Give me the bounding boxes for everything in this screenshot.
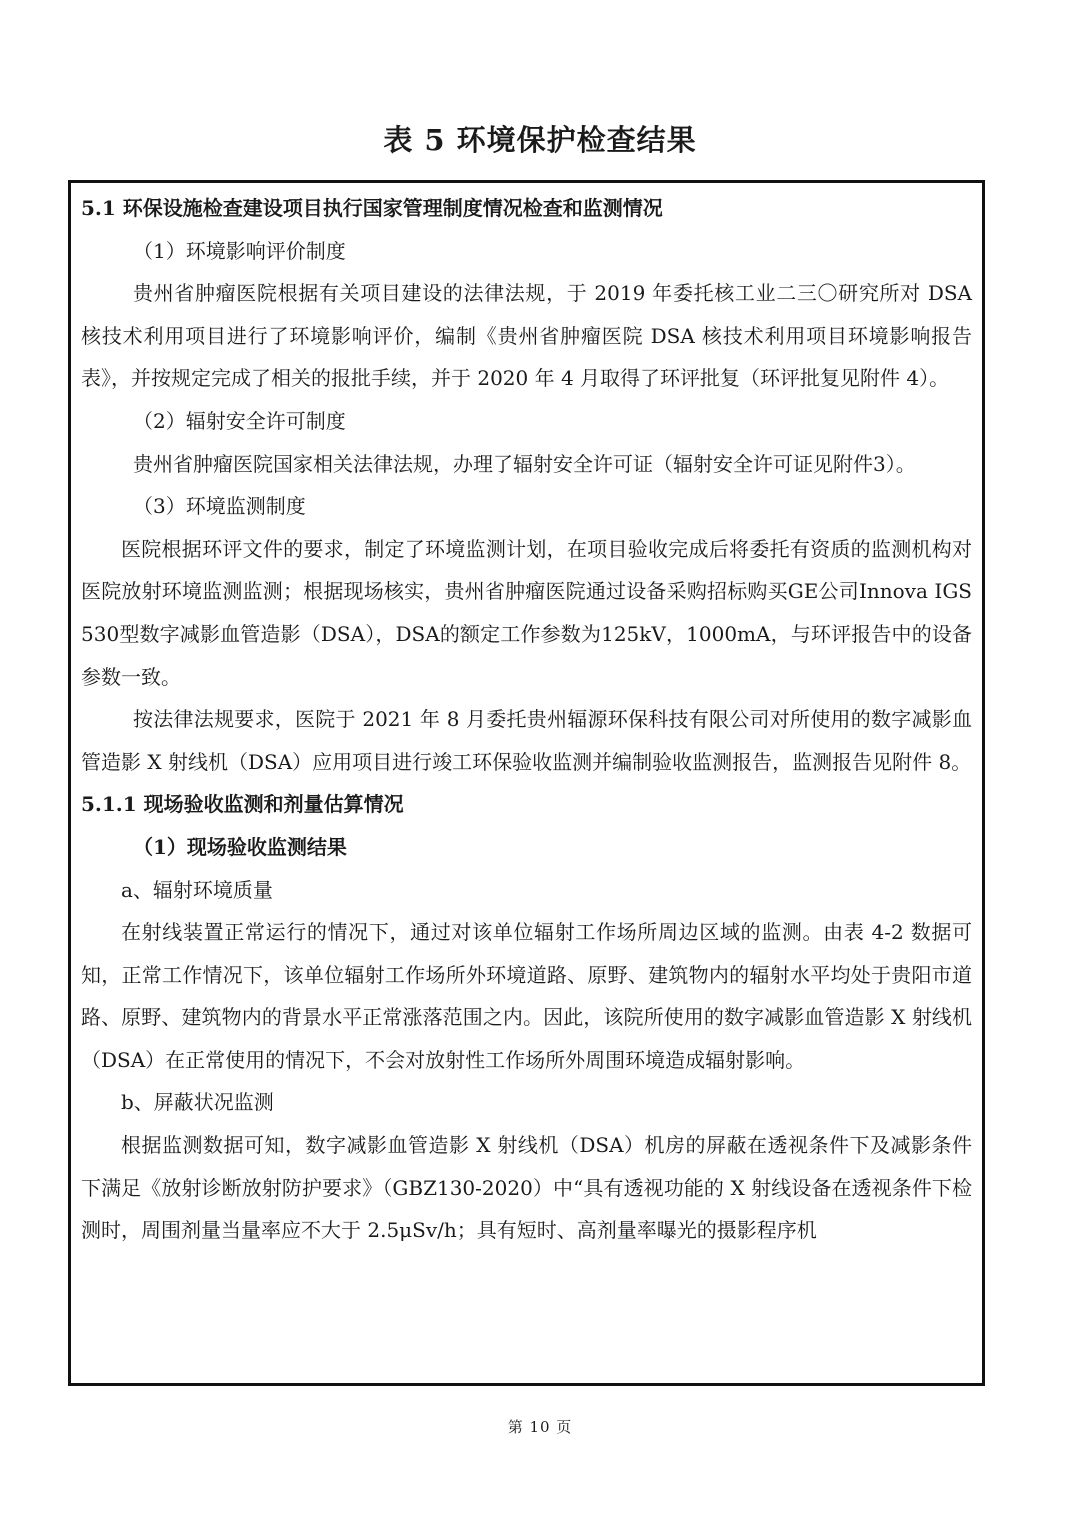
eia-heading: （1）环境影响评价制度 xyxy=(133,238,346,263)
env-quality-paragraph: 在射线装置正常运行的情况下，通过对该单位辐射工作场所周边区域的监测。由表 4-2 数据可知，正常工作情况下，该单位辐射工作场所外环境道路、原野、建筑物内的辐射水平均处于贵阳市道路、原野、建筑物内的背景水平正常涨落范围之内。因此，该院所使用的数字减影血管造影 X 射线机（DSA）在正常使用的情况下，不会对放射性工作场所外周围环境造成辐射影响。 xyxy=(81,920,972,1072)
monitor-heading: （3）环境监测制度 xyxy=(133,494,306,519)
eia-paragraph: 贵州省肿瘤医院根据有关项目建设的法律法规，于 2019 年委托核工业二三〇研究所对 DSA 核技术利用项目进行了环境影响评价，编制《贵州省肿瘤医院 DSA 核技术利用项目环境影响报告表》，并按规定完成了相关的报批手续，并于 2020 年 4 月取得了环评批复（环评批复见附件 4）。 xyxy=(81,281,972,391)
content-frame xyxy=(68,180,985,1386)
section-5-1-1-heading: 5.1.1 现场验收监测和剂量估算情况 xyxy=(81,792,404,817)
section-5-1-heading: 5.1 环保设施检查建设项目执行国家管理制度情况检查和监测情况 xyxy=(81,196,663,220)
shield-paragraph: 根据监测数据可知，数字减影血管造影 X 射线机（DSA）机房的屏蔽在透视条件下及减影条件下满足《放射诊断放射防护要求》（GBZ130-2020）中“具有透视功能的 X 射线设备在透视条件下检测时，周围剂量当量率应不大于 2.5μSv/h；具有短时、高剂量率曝光的摄影程序机 xyxy=(81,1133,972,1243)
shield-heading: b、屏蔽状况监测 xyxy=(121,1090,274,1115)
acceptance-paragraph: 按法律法规要求，医院于 2021 年 8 月委托贵州辐源环保科技有限公司对所使用的数字减影血管造影 X 射线机（DSA）应用项目进行竣工环保验收监测并编制验收监测报告，监测报告见附件 8。 xyxy=(81,707,972,774)
env-quality-heading: a、辐射环境质量 xyxy=(121,877,273,902)
page-title: 表 5 环境保护检查结果 xyxy=(383,123,697,157)
license-heading: （2）辐射安全许可制度 xyxy=(133,408,346,433)
monitor-paragraph: 医院根据环评文件的要求，制定了环境监测计划，在项目验收完成后将委托有资质的监测机构对医院放射环境监测监测；根据现场核实，贵州省肿瘤医院通过设备采购招标购买GE公司Innova IGS 530型数字减影血管造影（DSA），DSA的额定工作参数为125kV，1000mA，与环评报告中的设备参数一致。 xyxy=(81,536,972,689)
field-monitoring-heading: （1）现场验收监测结果 xyxy=(133,834,347,859)
page-number: 第 10 页 xyxy=(507,1418,573,1436)
license-paragraph: 贵州省肿瘤医院国家相关法律法规，办理了辐射安全许可证（辐射安全许可证见附件3）。 xyxy=(133,451,916,476)
